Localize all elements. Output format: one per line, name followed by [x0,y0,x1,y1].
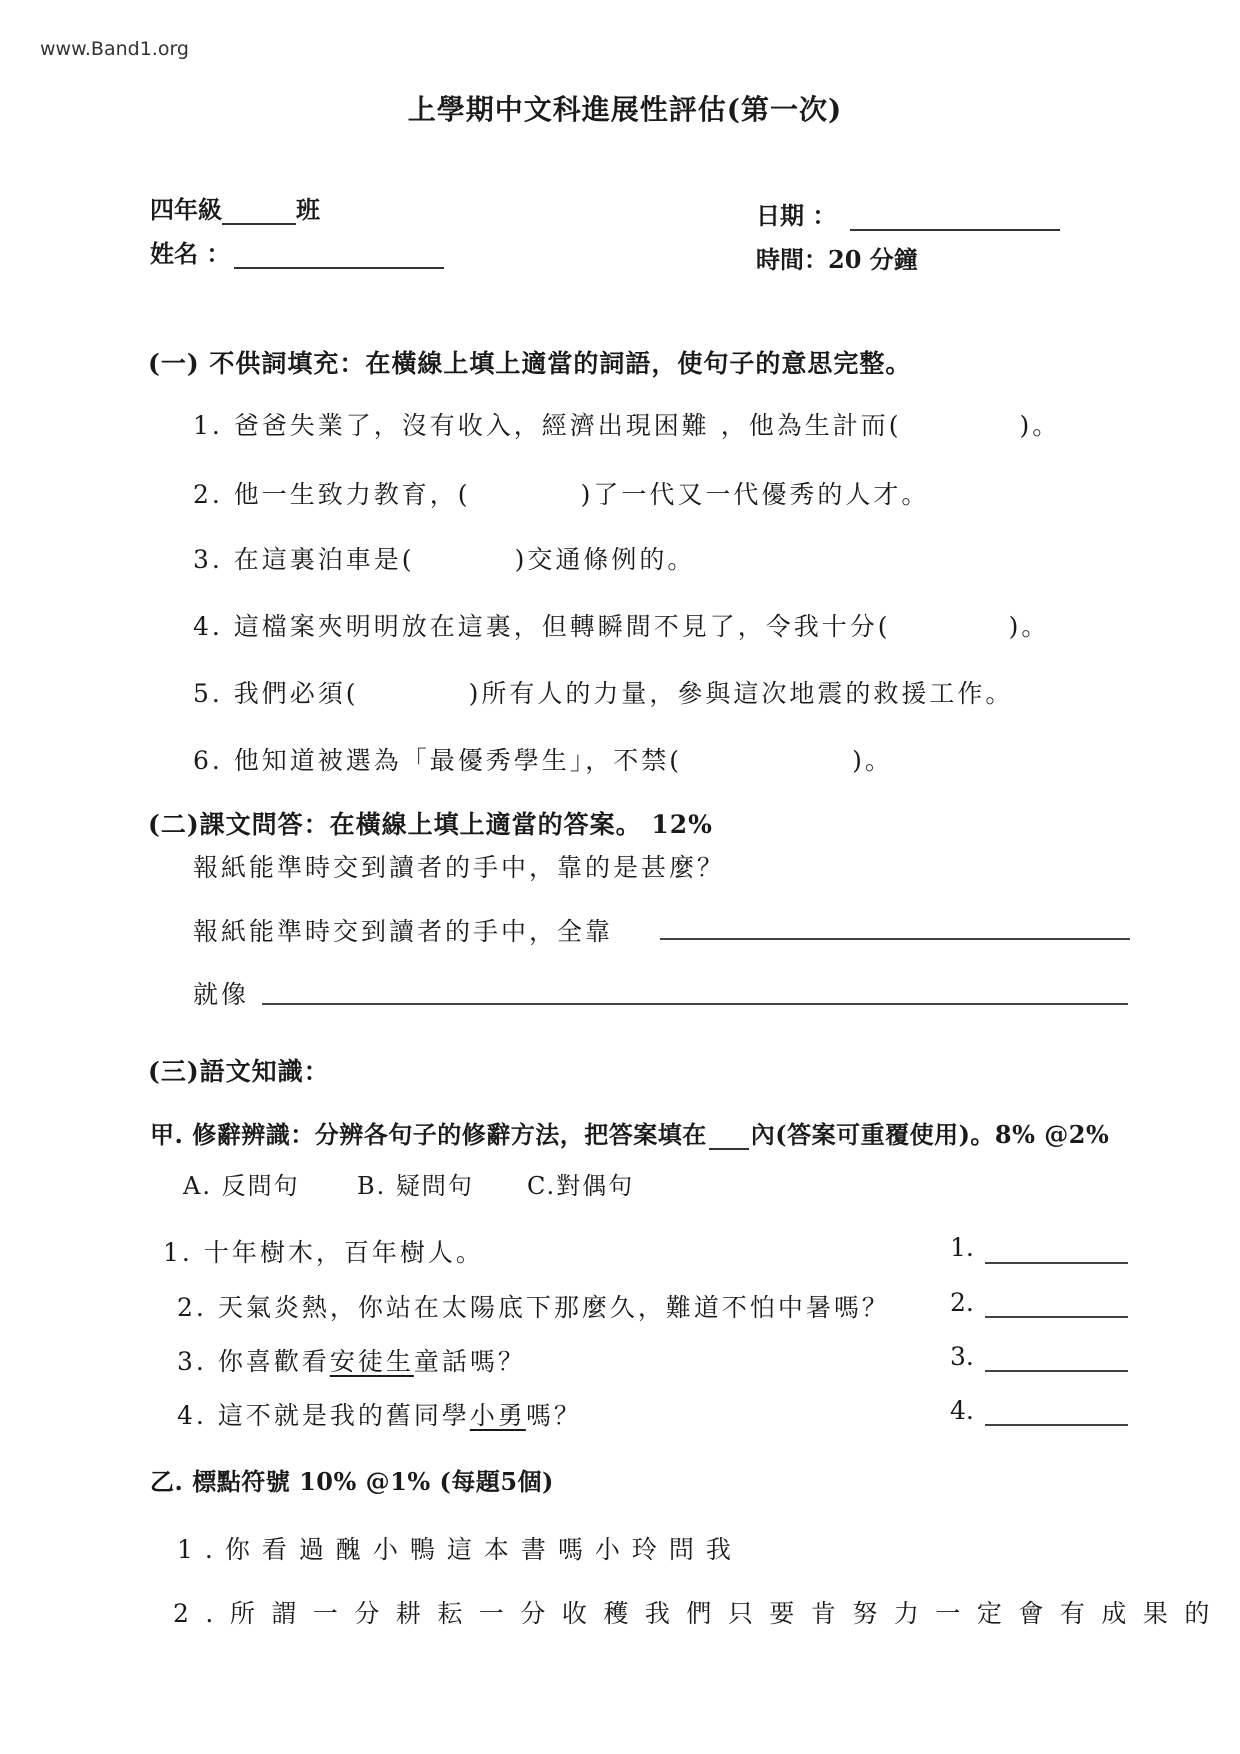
answer-number-2: 2. [950,1288,974,1317]
fill-item-text: 6. 他知道被選為「最優秀學生」，不禁( [193,746,683,775]
item-text: 這不就是我的舊同學 [217,1401,470,1430]
section1-heading: (一) 不供詞填充：在橫線上填上適當的詞語，使句子的意思完整。 [148,349,912,378]
answer-blank-1[interactable] [985,1262,1128,1264]
answer-blank-4[interactable] [985,1424,1128,1426]
section2-answer-prefix: 報紙能準時交到讀者的手中，全靠 [193,917,614,946]
grade-suffix: 班 [296,195,320,224]
rhetoric-item-2 [177,1288,890,1324]
part-a-heading [150,1115,1109,1150]
answer-number-3: 3. [950,1342,974,1371]
fill-item-text: 4. 這檔案夾明明放在這裏，但轉瞬間不見了，令我十分( [193,612,891,641]
rhetoric-item-3 [177,1342,526,1378]
section3-heading: (三)語文知識： [148,1057,330,1086]
option-a: A. 反問句 [183,1172,300,1200]
part-a-heading-tail: 內(答案可重覆使用)。8% @2% [750,1120,1110,1149]
fill-item-2 [193,475,929,511]
proper-noun: 小勇 [469,1401,526,1430]
rhetoric-item-4 [177,1396,582,1432]
item-number: 1. [163,1238,193,1267]
page-title: 上學期中文科進展性評估(第一次) [407,93,843,126]
item-text: 天氣炎熱，你站在太陽底下那麼久，難道不怕中暑嗎？ [217,1293,890,1322]
name-blank[interactable] [234,241,444,269]
option-c: C.對偶句 [527,1172,635,1200]
punctuation-item-2: 2.所謂一分耕耘一分收穫我們只要肯努力一定會有成果的 [173,1599,1226,1628]
grade-prefix: 四年級 [150,195,222,224]
rhetoric-item-1 [163,1233,484,1269]
item-number: 4. [177,1401,207,1430]
answer-number-1: 1. [950,1233,974,1262]
item-number: 3. [177,1347,207,1376]
part-a-heading-text: 甲. 修辭辨識：分辨各句子的修辭方法，把答案填在 [150,1120,707,1149]
fill-item-6 [193,741,893,777]
fill-item-text: )所有人的力量，參與這次地震的救援工作。 [468,679,1014,708]
name-field [150,234,444,269]
example-blank [709,1124,749,1150]
punctuation-item-1: 1.你看過醜小鴨這本書嗎小玲問我 [177,1535,743,1564]
section2-answer-prefix-2: 就像 [193,980,250,1009]
answer-blank-2[interactable] [985,1316,1128,1318]
date-label: 日期 ： [756,201,837,230]
watermark: www.Band1.org [40,38,189,60]
answer-number-4: 4. [950,1396,974,1425]
part-b-heading: 乙. 標點符號 10% @1% (每題5個) [150,1467,554,1496]
class-blank[interactable] [222,197,296,225]
answer-blank-3[interactable] [985,1370,1128,1372]
section2-question: 報紙能準時交到讀者的手中，靠的是甚麼？ [193,853,726,882]
item-number: 2. [177,1293,207,1322]
fill-item-text: )。 [1019,411,1061,440]
fill-item-text: 1. 爸爸失業了，沒有收入，經濟出現困難 ，他為生計而( [193,411,902,440]
fill-item-text: )了一代又一代優秀的人才。 [580,480,930,509]
answer-line-1[interactable] [660,938,1130,940]
fill-item-text: 5. 我們必須( [193,679,359,708]
date-blank[interactable] [850,203,1060,231]
answer-line-2[interactable] [262,1003,1128,1005]
fill-item-text: 2. 他一生致力教育，( [193,480,471,509]
fill-item-4 [193,607,1049,643]
item-text: 童話嗎？ [413,1347,526,1376]
time-label: 時間：20 分鐘 [756,245,918,274]
fill-item-text: 3. 在這裏泊車是( [193,545,415,574]
option-b: B. 疑問句 [357,1172,474,1200]
fill-item-text: )交通條例的。 [514,545,696,574]
grade-field [150,190,320,225]
proper-noun: 安徒生 [329,1347,414,1376]
item-text: 十年樹木，百年樹人。 [203,1238,484,1267]
item-text: 你喜歡看 [217,1347,330,1376]
fill-item-text: )。 [852,746,893,775]
name-label: 姓名 ： [150,239,231,268]
fill-item-text: )。 [1008,612,1050,641]
fill-item-3 [193,540,695,576]
fill-item-5 [193,674,1013,710]
fill-item-1 [193,406,1060,442]
item-text: 嗎？ [525,1401,582,1430]
date-field [756,196,1060,231]
section2-heading: (二)課文問答：在橫線上填上適當的答案。 12% [148,810,713,839]
